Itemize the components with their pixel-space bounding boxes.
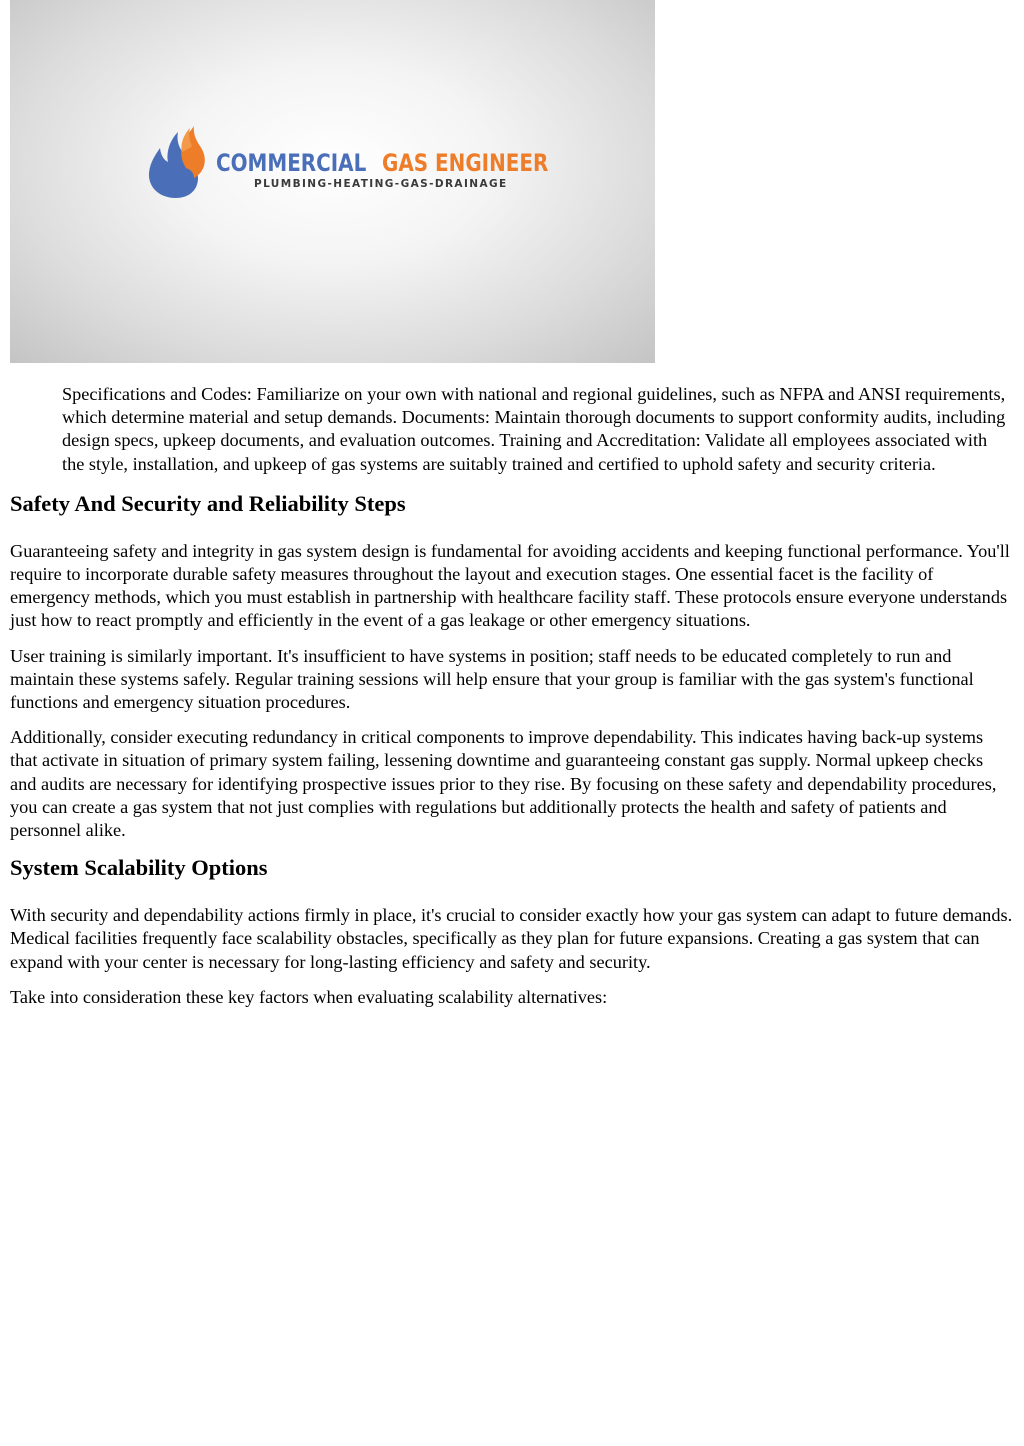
article-body [10,383,1014,1021]
flame-icon [146,118,208,200]
logo-tagline: PLUMBING-HEATING-GAS-DRAINAGE [254,178,508,190]
company-logo [146,118,549,200]
paragraph: Guaranteeing safety and integrity in gas system design is fundamental for avoiding accidents and keeping functional performance. You'll require to incorporate durable safety measures throughout the layout and execution stages. One essential facet is the facility of emergency methods, which you must establish in partnership with healthcare facility staff. These protocols ensure everyone understands just how to react promptly and efficiently in the event of a gas leakage or other emergency situations. [10,540,1010,631]
section-heading: Safety And Security and Reliability Steps [10,490,406,516]
banner-image [10,0,655,363]
paragraph: Additionally, consider executing redundancy in critical components to improve dependability. This indicates having back-up systems that activate in situation of primary system failing, lessening downtime and guaranteeing constant gas supply. Normal upkeep checks and audits are necessary for identifying prospective issues prior to they rise. By focusing on these safety and dependability procedures, you can create a gas system that not just complies with regulations but additionally protects the health and safety of patients and personnel alike. [10,727,997,841]
section-heading: System Scalability Options [10,855,268,881]
paragraph: User training is similarly important. It's insufficient to have systems in position; staff needs to be educated completely to run and maintain these systems safely. Regular training sessions will help ensure that your group is familiar with the gas system's functional functions and emergency situation procedures. [10,645,974,713]
paragraph: Take into consideration these key factors when evaluating scalability alternatives: [10,986,608,1007]
logo-word-commercial: COMMERCIAL [216,149,367,177]
paragraph: With security and dependability actions firmly in place, it's crucial to consider exactly how your gas system can adapt to future demands. Medical facilities frequently face scalability obstacles, specifically as they plan for future expansions. Creating a gas system that can expand with your center is necessary for long-lasting efficiency and safety and security. [10,905,1013,972]
intro-blockquote: Specifications and Codes: Familiarize on your own with national and regional guidelines, such as NFPA and ANSI requirements, which determine material and setup demands. Documents: Maintain thorough documents to support conformity audits, including design specs, upkeep documents, and evaluation outcomes. Training and Accreditation: Validate all employees associated with the style, installation, and upkeep of gas systems are suitably trained and certified to uphold safety and security criteria. [62,384,1006,474]
logo-word-gas-engineer: GAS ENGINEER [382,149,549,177]
